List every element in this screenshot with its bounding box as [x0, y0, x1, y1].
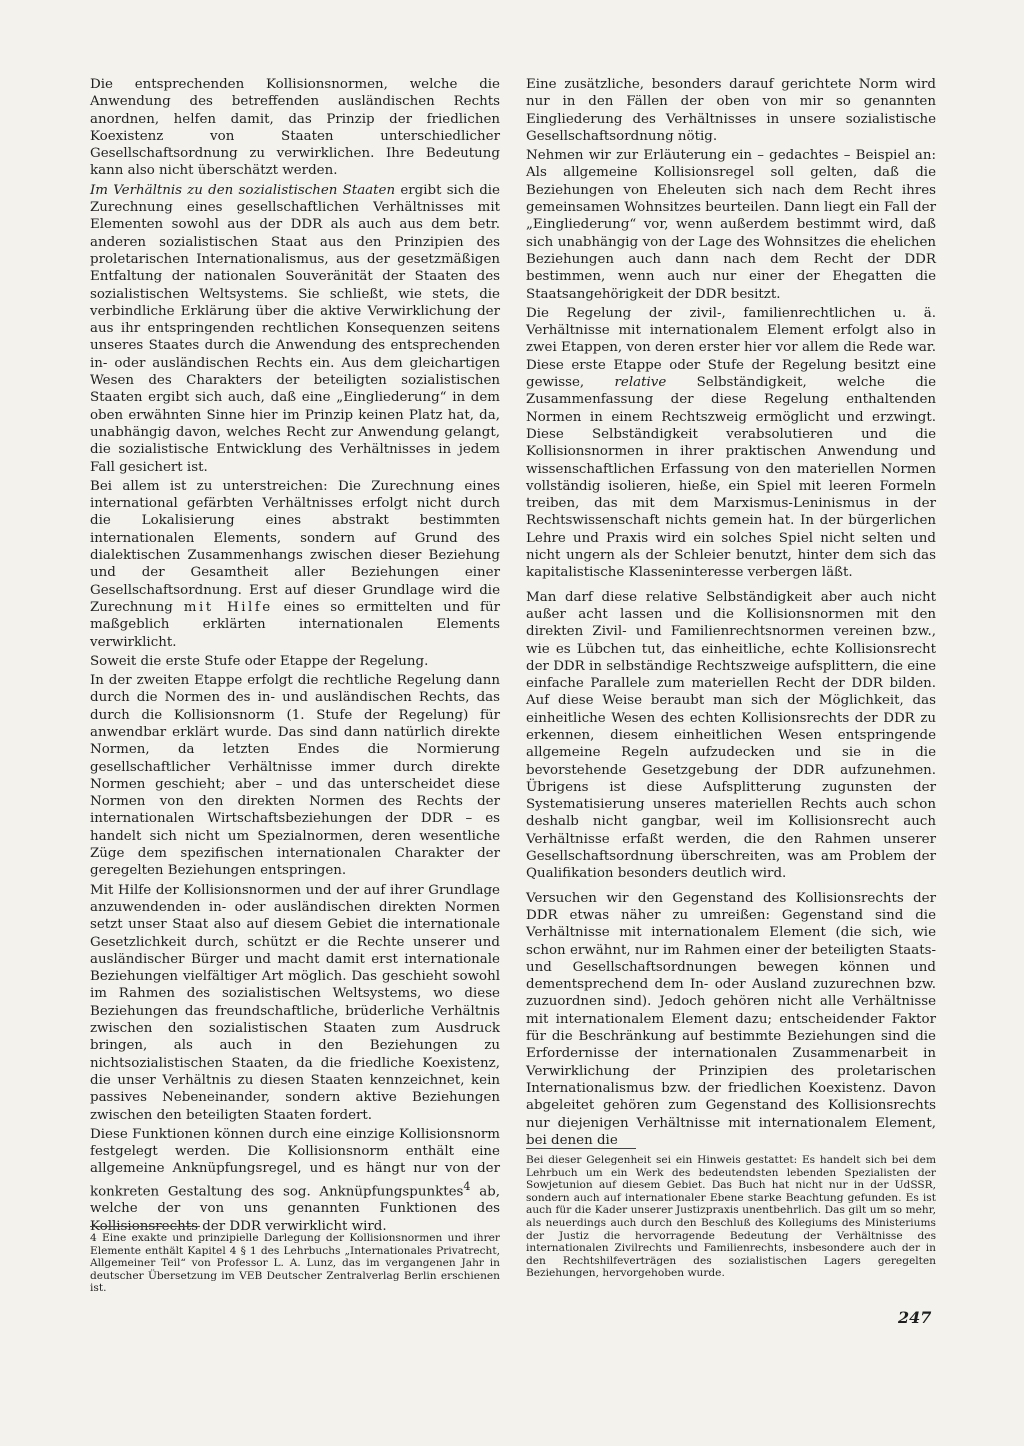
paragraph — [90, 1126, 500, 1235]
right-column — [526, 76, 936, 1151]
footnote-text: Bei dieser Gelegenheit sei ein Hinweis gestattet: Es handelt sich bei dem Lehrbuch um ein Werk des bedeutendsten lebenden Spezialisten der Sowjetunion auf diesem Gebiet. Das Buch hat nicht nur in der UdSSR, sondern auch auf internationaler Ebene starke Beachtung gefunden. Es ist auch für die Kader unserer Justizpraxis unentbehrlich. Das gilt um so mehr, als neuerdings auch durch den Beschluß des Kollegiums des Ministeriums der Justiz die hervorragende Bedeutung der Verhältnisse des internationalen Zivilrechts und Familienrechts, insbesondere auch der in den Rechtshilfeverträgen des sozialistischen Lagers geregelten Beziehungen, hervorgehoben wurde. — [526, 1154, 936, 1280]
paragraph: Versuchen wir den Gegenstand des Kollisionsrechts der DDR etwas näher zu umreißen: Gegenstand sind die Verhältnisse mit internationalem Element (die sich, wie schon erwähnt, nur im Rahmen einer der beteiligten Staats- und Gesellschaftsordnungen bewegen können und dementsprechend dem In- oder Ausland zuzurechnen bzw. zuzuordnen sind). Jedoch gehören nicht alle Verhältnisse mit internationalem Element dazu; entscheidender Faktor für die Beschränkung auf bestimmte Beziehungen sind die Erfordernisse der internationalen Zusammenarbeit in Verwirklichung der Prinzipien des proletarischen Internationalismus bzw. der friedlichen Koexistenz. Davon abgeleitet gehören zum Gegenstand des Kollisionsrechts nur diejenigen Verhältnisse mit internationalem Element, bei denen die — [526, 890, 936, 1148]
left-column — [90, 76, 500, 1237]
paragraph-text: ab, welche der von uns genannten Funktionen des Kollisionsrechts der DDR verwirklicht wird. — [90, 1184, 500, 1234]
paragraph — [526, 305, 936, 582]
paragraph: Nehmen wir zur Erläuterung ein – gedachtes – Beispiel an: Als allgemeine Kollisionsregel soll gelten, daß die Beziehungen von Eheleuten sich nach dem Recht ihres gemeinsamen Wohnsitzes beurteilen. Dann liegt ein Fall der „Eingliederung“ vor, wenn außerdem bestimmt wird, daß sich unabhängig von der Lage des Wohnsitzes die ehelichen Beziehungen auch dann nach dem Recht der DDR bestimmen, wenn auch nur einer der Ehegatten die Staatsangehörigkeit der DDR besitzt. — [526, 148, 936, 302]
footnote-rule — [90, 1226, 200, 1227]
paragraph — [90, 182, 500, 476]
italic-word: relative — [614, 375, 667, 391]
paragraph-text: Diese Funktionen können durch eine einzige Kollisionsnorm festgelegt werden. Die Kollisionsnorm enthält eine allgemeine Anknüpfungsregel, und es hängt nur von der konkreten Gestaltung des sog. Anknüpfungspunktes — [90, 1126, 500, 1200]
paragraph: Man darf diese relative Selbständigkeit aber auch nicht außer acht lassen und die Kollisionsnormen mit den direkten Zivil- und Familienrechtsnormen vereinen bzw., wie es Lübchen tut, das einheitliche, echte Kollisionsrecht der DDR in selbständige Rechtszweige aufsplittern, die eine einfache Parallele zum materiellen Recht der DDR bilden. Auf diese Weise beraubt man sich der Möglichkeit, das einheitliche Wesen des echten Kollisionsrechts der DDR zu erkennen, diesem einheitlichen Wesen entspringende allgemeine Regeln aufzudecken und sie in die bevorstehende Gesetzgebung der DDR aufzunehmen. Übrigens ist diese Aufsplitterung zugunsten der Systematisierung unseres materiellen Rechts auch schon deshalb nicht gangbar, weil im Kollisionsrecht auch Verhältnisse erfaßt werden, die den Rahmen unserer Gesellschaftsordnung überschreiten, was am Problem der Qualifikation besonders deutlich wird. — [526, 589, 936, 882]
page-number: 247 — [898, 1308, 932, 1327]
footnote-text: 4 Eine exakte und prinzipielle Darlegung der Kollisionsnormen und ihrer Elemente enthält Kapitel 4 § 1 des Lehrbuchs „Internationales Privatrecht, Allgemeiner Teil“ von Professor L. A. Lunz, das im vergangenen Jahr in deutscher Übersetzung im VEB Deutscher Zentralverlag Berlin erschienen ist. — [90, 1232, 500, 1295]
italic-phrase: Im Verhältnis zu den sozialistischen Staaten — [90, 182, 396, 198]
paragraph — [90, 478, 500, 651]
footnote-left — [90, 1232, 500, 1295]
footnote-ref: 4 — [463, 1179, 471, 1193]
paragraph: Eine zusätzliche, besonders darauf gerichtete Norm wird nur in den Fällen der oben von mir so genannten Eingliederung des Verhältnisses in unsere sozialistische Gesellschaftsordnung nötig. — [526, 77, 936, 144]
paragraph-text: Selbständigkeit, welche die Zusammenfassung der diese Regelung enthaltenden Normen in einem Rechtszweig ermöglicht und erzwingt. Diese Selbständigkeit verabsolutieren und die Kollisionsnormen in ihrer praktischen Anwendung und wissenschaftlichen Erfassung von den materiellen Normen vollständig isolieren, hieße, ein Spiel mit leeren Formeln treiben, das mit dem Marxismus-Leninismus in der Rechtswissenschaft nichts gemein hat. In der bürgerlichen Lehre und Praxis wird ein solches Spiel nicht selten und nicht ungern als der Schleier benutzt, hinter dem sich das kapitalistische Klasseninteresse verbergen läßt. — [526, 375, 936, 581]
paragraph: Mit Hilfe der Kollisionsnormen und der auf ihrer Grundlage anzuwendenden in- oder ausländischen direkten Normen setzt unser Staat also auf diesem Gebiet die internationale Gesetzlichkeit durch, schützt er die Rechte unserer und ausländischer Bürger und macht damit erst internationale Beziehungen vielfältiger Art möglich. Das geschieht sowohl im Rahmen des sozialistischen Weltsystems, wo diese Beziehungen das freundschaftliche, brüderliche Verhältnis zwischen den sozialistischen Staaten zum Ausdruck bringen, als auch in den Beziehungen zu nichtsozialistischen Staaten, da die friedliche Koexistenz, die unser Verhältnis zu diesen Staaten kennzeichnet, kein passives Nebeneinander, sondern aktive Beziehungen zwischen den beteiligten Staaten fordert. — [90, 882, 500, 1123]
footnote-right — [526, 1154, 936, 1280]
footnote-rule — [526, 1148, 636, 1149]
paragraph-text: Bei allem ist zu unterstreichen: Die Zurechnung eines international gefärbten Verhältnisses erfolgt nicht durch die Lokalisierung eines abstrakt bestimmten internationalen Elements, sondern auf Grund des dialektischen Zusammenhangs zwischen dieser Beziehung und der Gesamtheit aller Beziehungen einer Gesellschaftsordnung. Erst auf dieser Grundlage wird die Zurechnung — [90, 478, 500, 615]
paragraph-text: eines so ermittelten und für maßgeblich erklärten internationalen Elements verwirklicht. — [90, 599, 500, 650]
paragraph: Die entsprechenden Kollisionsnormen, welche die Anwendung des betreffenden ausländischen Rechts anordnen, helfen damit, das Prinzip der friedlichen Koexistenz von Staaten unterschiedlicher Gesellschaftsordnung zu verwirklichen. Ihre Bedeutung kann also nicht überschätzt werden. — [90, 77, 500, 179]
spaced-phrase: mit Hilfe — [183, 599, 273, 615]
paragraph: In der zweiten Etappe erfolgt die rechtliche Regelung dann durch die Normen des in- und ausländischen Rechts, das durch die Kollisionsnorm (1. Stufe der Regelung) für anwendbar erklärt wurde. Das sind dann natürlich direkte Normen, da letzten Endes die Normierung gesellschaftlicher Verhältnisse immer durch direkte Normen geschieht; aber – und das unterscheidet diese Normen von den direkten Normen des Rechts der internationalen Wirtschaftsbeziehungen der DDR – es handelt sich nicht um Spezialnormen, deren wesentliche Züge dem spezifischen internationalen Charakter der geregelten Beziehungen entspringen. — [90, 673, 500, 879]
paragraph: Soweit die erste Stufe oder Etappe der Regelung. — [90, 653, 429, 669]
paragraph-text: Die Regelung der zivil-, familienrechtlichen u. ä. Verhältnisse mit internationalem Element erfolgt also in zwei Etappen, von deren erster hier vor allem die Rede war. Diese erste Etappe oder Stufe der Regelung besitzt eine gewisse, — [526, 305, 936, 391]
paragraph-text: ergibt sich die Zurechnung eines gesellschaftlichen Verhältnisses mit Elementen sowohl aus der DDR als auch aus dem betr. anderen sozialistischen Staat aus den Prinzipien des proletarischen Internationalismus, aus der gesetzmäßigen Entfaltung der nationalen Souveränität der Staaten des sozialistischen Weltsystems. Sie schließt, wie stets, die verbindliche Erklärung über die aktive Verwirklichung der aus ihr entspringenden rechtlichen Konsequenzen seitens unseres Staates durch die Anwendung des entsprechenden in- oder ausländischen Rechts ein. Aus dem gleichartigen Wesen des Charakters der beteiligten sozialistischen Staaten ergibt sich auch, daß eine „Eingliederung“ in dem oben erwähnten Sinne hier im Prinzip keinen Platz hat, da, unabhängig davon, welches Recht zur Anwendung gelangt, die sozialistische Entwicklung des Verhältnisses in jedem Fall gesichert ist. — [90, 182, 500, 475]
